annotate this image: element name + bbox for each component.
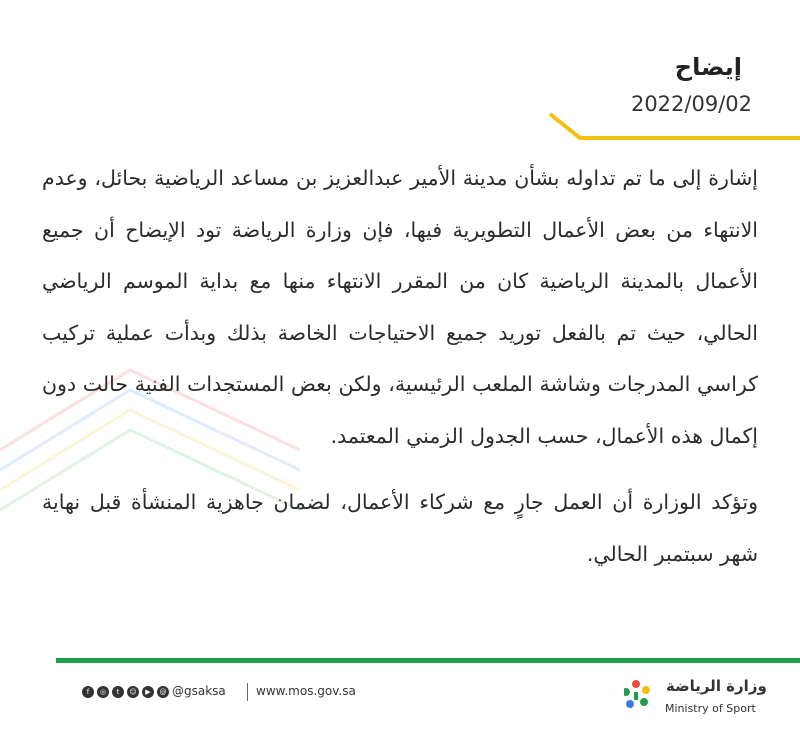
twitter-icon[interactable]: t (112, 686, 124, 698)
page-title: إيضاح (674, 53, 742, 81)
green-divider (56, 658, 800, 663)
youtube-icon[interactable]: ▶ (142, 686, 154, 698)
social-handle[interactable]: @gsaksa (172, 684, 226, 698)
website-link[interactable]: www.mos.gov.sa (256, 684, 356, 698)
paragraph-1: إشارة إلى ما تم تداوله بشأن مدينة الأمير عبدالعزيز بن مساعد الرياضية بحائل، وعدم الانتهاء من بعض الأعمال التطويرية فيها، فإن وزارة الرياضة تود الإيضاح أن جميع الأعمال بالمدينة الرياضية كان من المقرر الانتهاء منها مع بداية الموسم الرياضي الحالي، حيث تم بالفعل توريد جميع الاحتياجات الخاصة بذلك وبدأت عملية تركيب كراسي المدرجات وشاشة الملعب الرئيسية، ولكن بعض المستجدات الفنية حالت دون إكمال هذه الأعمال، حسب الجدول الزمني المعتمد. (42, 166, 758, 448)
logo-arabic-text: وزارة الرياضة (666, 677, 767, 695)
paragraph-2: وتؤكد الوزارة أن العمل جارٍ مع شركاء الأعمال، لضمان جاهزية المنشأة قبل نهاية شهر سبتمبر الحالي. (42, 490, 758, 566)
statement-body (42, 153, 758, 580)
footer-separator (247, 683, 248, 701)
instagram-icon[interactable]: ◎ (97, 686, 109, 698)
email-icon[interactable]: @ (157, 686, 169, 698)
social-icons (82, 686, 169, 698)
gold-underline (0, 0, 800, 160)
snapchat-icon[interactable]: ☺ (127, 686, 139, 698)
logo-english-text: Ministry of Sport (665, 702, 756, 715)
date-label: 2022/09/02 (630, 92, 752, 116)
facebook-icon[interactable]: f (82, 686, 94, 698)
